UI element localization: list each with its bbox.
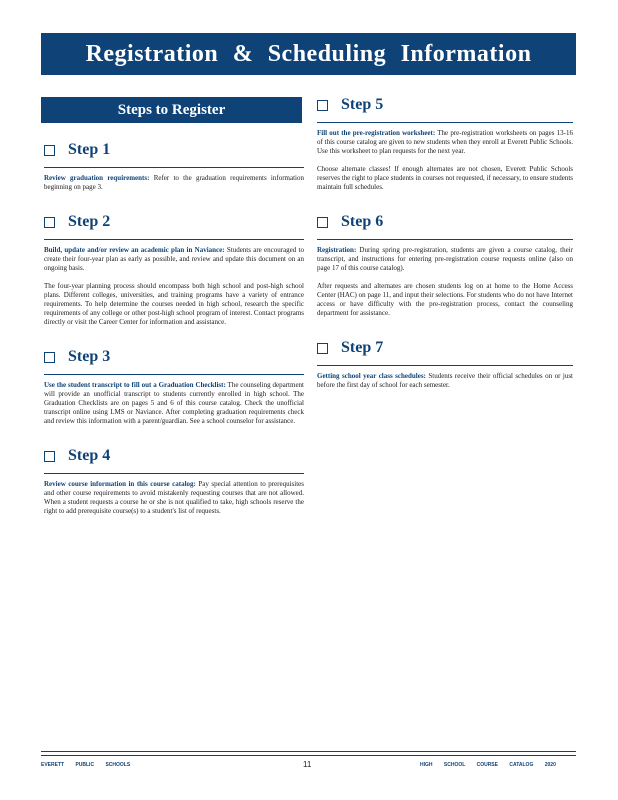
step-rule — [44, 239, 304, 240]
step-body-text: Students receive their official schedules on or just before the first day of school for each semester. — [317, 372, 573, 389]
step-title: Step 6 — [341, 213, 384, 230]
step-paragraph — [317, 372, 573, 390]
step-title: Step 2 — [68, 213, 111, 230]
footer-page-number: 11 — [303, 760, 312, 769]
step-section — [317, 336, 573, 390]
step-rule — [317, 365, 573, 366]
step-rule — [44, 167, 304, 168]
step-paragraph — [44, 381, 304, 426]
footer-catalog: HIGH SCHOOL COURSE CATALOG 2020 — [420, 762, 556, 768]
step-title: Step 7 — [341, 339, 384, 356]
step-section — [44, 210, 304, 327]
checkbox-icon — [44, 451, 55, 462]
step-rule — [317, 122, 573, 123]
step-body-text: The counseling department will provide an unofficial transcript to students currently enrolled in high school. The Graduation Checklists are on pages 5 and 6 of this course catalog. Check the unofficial transcript online using LMS or Naviance. After completing graduation requirements check and review this information with a parent/guardian. See a school counselor for assistance. — [44, 381, 305, 425]
step-paragraph — [44, 282, 304, 327]
right-column — [317, 93, 573, 408]
footer-rule — [41, 751, 576, 752]
step-lead-text: Review course information in this course catalog: — [44, 480, 196, 488]
step-title: Step 3 — [68, 348, 111, 365]
step-section — [44, 138, 304, 192]
steps-to-register-header: Steps to Register — [41, 97, 302, 123]
step-body-text: Refer to the graduation requirements information beginning on page 3. — [44, 174, 304, 191]
step-title: Step 1 — [68, 141, 111, 158]
footer-rule-thin — [41, 755, 576, 756]
step-heading — [44, 210, 304, 234]
step-body-text: Students are encouraged to create their four-year plan as early as possible, and review and update this document on an ongoing basis. — [44, 246, 304, 272]
step-heading — [44, 345, 304, 369]
step-body-text: Choose alternate classes! If enough alternates are not chosen, Everett Public Schools reserves the right to place students in courses not requested, if necessary, to ensure students maintain full schedules. — [317, 165, 573, 191]
step-section — [317, 210, 573, 318]
step-body-text: Pay special attention to prerequisites and other course requirements to avoid mistakenly requesting courses that are not allowed. When a student requests a course he or she is not qualified to take, high schools reserve the right to add prerequisite course(s) to a student's list of requests. — [44, 480, 304, 515]
step-paragraph — [44, 480, 304, 516]
step-heading — [44, 444, 304, 468]
step-paragraph — [317, 246, 573, 273]
step-heading — [44, 138, 304, 162]
step-paragraph — [317, 282, 573, 318]
step-heading — [317, 210, 573, 234]
step-lead-text: Use the student transcript to fill out a Graduation Checklist: — [44, 381, 226, 389]
checkbox-icon — [44, 145, 55, 156]
checkbox-icon — [317, 100, 328, 111]
step-body-text: After requests and alternates are chosen students log on at home to the Home Access Center (HAC) on page 11, and input their selections. For students who do not have Internet access or have difficulty with the pre-registration process, contact the counseling department for assistance. — [317, 282, 573, 317]
step-heading — [317, 93, 573, 117]
step-heading — [317, 336, 573, 360]
checkbox-icon — [317, 343, 328, 354]
step-rule — [44, 473, 304, 474]
step-rule — [44, 374, 304, 375]
step-paragraph — [44, 174, 304, 192]
page-banner: Registration & Scheduling Information — [41, 33, 576, 75]
checkbox-icon — [44, 217, 55, 228]
step-body-text: The pre-registration worksheets on pages 13-16 of this course catalog are given to new students when they enroll at Everett Public Schools. Use this worksheet to plan requests for the next year. — [317, 129, 574, 155]
step-lead-text: Build, update and/or review an academic plan in Naviance: — [44, 246, 225, 254]
step-lead-text: Getting school year class schedules: — [317, 372, 426, 380]
step-lead-text: Registration: — [317, 246, 357, 254]
step-lead-text: Fill out the pre-registration worksheet: — [317, 129, 436, 137]
step-rule — [317, 239, 573, 240]
step-section — [44, 345, 304, 426]
step-title: Step 5 — [341, 96, 384, 113]
left-column — [44, 138, 304, 534]
step-paragraph — [44, 246, 304, 273]
step-paragraph — [317, 165, 573, 192]
step-paragraph — [317, 129, 573, 156]
footer-district: EVERETT PUBLIC SCHOOLS — [41, 762, 131, 768]
checkbox-icon — [44, 352, 55, 363]
checkbox-icon — [317, 217, 328, 228]
step-body-text: The four-year planning process should encompass both high school and post-high school plans. Different colleges, universities, and training programs have a variety of entrance requirements. To help determine the courses needed in high school, research the specific requirements of any college or other post-high school program of interest. Contact programs directly or visit the Career Center for information and assistance. — [44, 282, 304, 326]
step-title: Step 4 — [68, 447, 111, 464]
step-section — [44, 444, 304, 516]
step-section — [317, 93, 573, 192]
step-body-text: During spring pre-registration, students are given a course catalog, their transcript, and instructions for entering pre-registration course requests online (also on page 17 of this course catalog). — [317, 246, 573, 272]
step-lead-text: Review graduation requirements: — [44, 174, 150, 182]
